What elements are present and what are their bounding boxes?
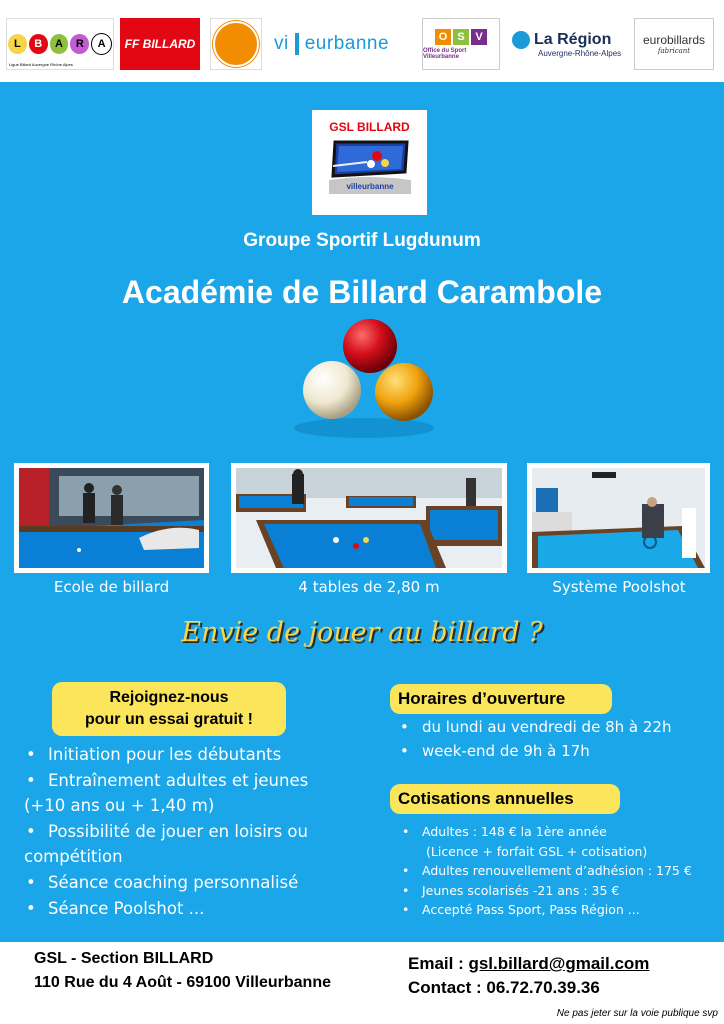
free-trial-banner [52,682,286,736]
osv-letter-o: O [435,29,451,45]
tagline: Envie de jouer au billard ? [181,617,543,648]
opening-hours-list [398,715,718,763]
ffbillard-text: FF BILLARD [124,37,196,51]
lbara-logo [6,18,114,70]
offers-list [24,742,364,921]
page-subtitle: Groupe Sportif Lugdunum [243,230,481,251]
region-logo [506,18,628,70]
lbara-letter-a: A [50,34,69,54]
annual-fees-heading: Cotisations annuelles [390,784,620,814]
free-trial-line2: pour un essai gratuit ! [84,711,253,728]
osv-letter-s: S [453,29,469,45]
list-item: • Adultes : 148 € la 1ère année [398,822,724,842]
caption-poolshot: Système Poolshot [552,578,686,596]
red-ball [343,319,397,373]
list-item: • Séance Poolshot ... [24,896,364,922]
partner-logos-strip [0,0,724,82]
photo-four-tables [231,463,507,573]
list-item: • Possibilité de jouer en loisirs ou [24,819,364,845]
caption-four-tables: 4 tables de 2,80 m [298,578,440,596]
footer-org: GSL - Section BILLARD [34,950,214,967]
billiard-table-icon [325,136,415,198]
club-logo-title: GSL BILLARD [329,120,410,134]
footer [0,942,724,1024]
osv-letter-v: V [471,29,487,45]
list-item: • Adultes renouvellement d’adhésion : 175 € [398,861,724,881]
club-badge-logo [210,18,262,70]
caption-billiard-school: Ecole de billard [53,578,170,596]
yellow-ball [375,363,433,421]
club-logo-city: villeurbanne [345,182,394,191]
osv-logo [422,18,500,70]
footer-email [408,954,649,974]
list-item: (+10 ans ou + 1,40 m) [24,796,215,816]
lbara-letter-b: B [29,34,48,54]
list-item: • week-end de 9h à 17h [398,739,718,763]
region-title: La Région [534,30,612,48]
region-subtitle: Auvergne-Rhône-Alpes [538,48,622,58]
footer-note: Ne pas jeter sur la voie publique svp [556,1008,718,1019]
lbara-letter-l: L [8,34,27,54]
gsl-club-logo [312,110,427,215]
lbara-letter-a2: A [91,33,112,55]
villeurbanne-text-1: vi [274,33,289,54]
annual-fees-list [398,822,724,920]
footer-address: 110 Rue du 4 Août - 69100 Villeurbanne [34,974,331,991]
page-title: Académie de Billard Carambole [121,274,603,310]
region-icon [512,31,530,49]
eurobillards-title: eurobillards [642,33,706,47]
list-item: • Entraînement adultes et jeunes [24,768,364,794]
list-item: • du lundi au vendredi de 8h à 22h [398,715,718,739]
villeurbanne-bar [295,33,299,55]
photo-billiard-school [14,463,209,573]
photo-poolshot-system [527,463,710,573]
footer-contact: Contact : 06.72.70.39.36 [408,978,600,997]
white-ball [303,361,361,419]
ffbillard-logo [120,18,200,70]
club-badge-circle [213,21,259,67]
email-link[interactable]: gsl.billard@gmail.com [468,954,650,973]
opening-hours-heading: Horaires d’ouverture [390,684,612,714]
list-item: compétition [24,847,123,867]
lbara-subtitle: Ligue Billard Auvergne Rhône Alpes [9,62,73,67]
list-item: • Jeunes scolarisés -21 ans : 35 € [398,881,724,901]
villeurbanne-text-2: eurbanne [304,33,390,54]
eurobillards-logo [634,18,714,70]
list-item: • Séance coaching personnalisé [24,870,364,896]
list-item: • Accepté Pass Sport, Pass Région ... [398,900,724,920]
footer-email-label: Email : [408,954,469,973]
eurobillards-subtitle: fabricant [657,47,691,55]
list-item: (Licence + forfait GSL + cotisation) [426,843,648,859]
osv-subtitle: Office du Sport Villeurbanne [423,47,467,60]
villeurbanne-logo [268,18,416,70]
lbara-letter-r: R [70,34,89,54]
free-trial-line1: Rejoignez-nous [109,689,229,706]
billiard-balls-image [286,316,442,440]
list-item: • Initiation pour les débutants [24,742,364,768]
